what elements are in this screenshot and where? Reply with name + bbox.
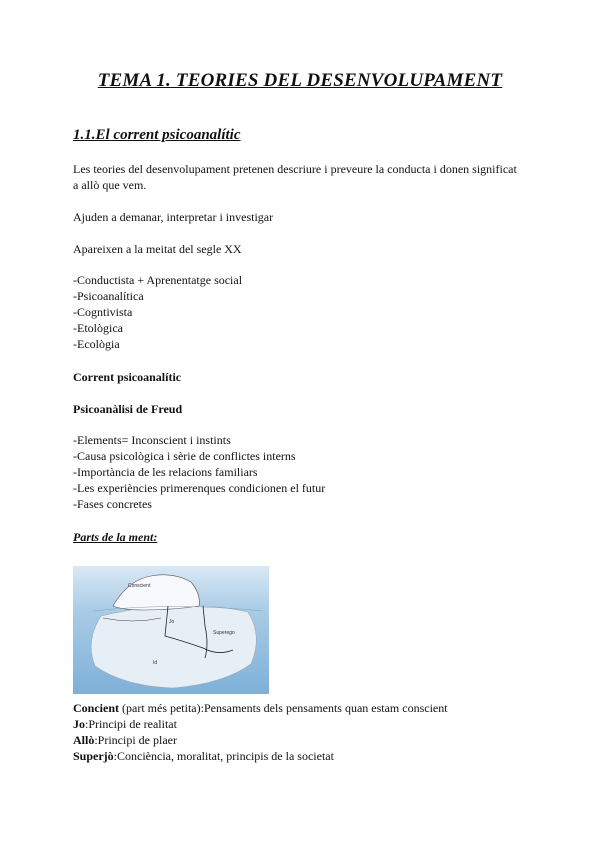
subheading-corrent: Corrent psicoanalític <box>73 370 182 384</box>
definition-row <box>73 700 448 716</box>
definition-text: :Principi de realitat <box>85 717 177 731</box>
label-superego: Superego <box>213 630 235 636</box>
label-id: Id <box>153 660 158 666</box>
definition-row <box>73 748 448 764</box>
list-item: -Cogntivista <box>73 305 133 319</box>
list-item: -Importància de les relacions familiars <box>73 465 258 479</box>
definition-row <box>73 716 448 732</box>
freud-list <box>73 432 325 512</box>
subheading-freud: Psicoanàlisi de Freud <box>73 402 183 416</box>
list-item: -Ecològia <box>73 337 120 351</box>
section-heading: 1.1.El corrent psicoanalític <box>73 127 241 143</box>
definition-text: (part més petita):Pensaments dels pensaments quan estam conscient <box>119 701 448 715</box>
definition-term: Concient <box>73 701 119 715</box>
definition-text: :Principi de plaer <box>94 733 177 747</box>
definitions-list <box>73 700 448 764</box>
label-conscient: Conscient <box>128 583 151 589</box>
paragraph-origin: Apareixen a la meitat del segle XX <box>73 242 242 256</box>
list-item: -Etològica <box>73 321 123 335</box>
label-jo: Jo <box>169 619 175 625</box>
intro-line-2: a allò que vem. <box>73 178 147 192</box>
currents-list <box>73 272 242 352</box>
list-item: -Elements= Inconscient i instints <box>73 433 231 447</box>
definition-text: :Conciència, moralitat, principis de la societat <box>113 749 334 763</box>
list-item: -Conductista + Aprenentatge social <box>73 273 243 287</box>
list-item: -Fases concretes <box>73 497 152 511</box>
list-item: -Causa psicològica i sèrie de conflictes interns <box>73 449 296 463</box>
definition-row <box>73 732 448 748</box>
page-title: TEMA 1. TEORIES DEL DESENVOLUPAMENT <box>97 70 503 91</box>
iceberg-figure <box>73 566 269 694</box>
definition-term: Allò <box>73 733 95 747</box>
parts-heading: Parts de la ment: <box>73 530 158 544</box>
intro-paragraph <box>73 161 517 193</box>
definition-term: Superjò <box>73 749 114 763</box>
intro-line-1: Les teories del desenvolupament pretenen descriure i preveure la conducta i donen significat <box>73 162 517 176</box>
list-item: -Les experiències primerenques condicionen el futur <box>73 481 326 495</box>
definition-term: Jo <box>73 717 85 731</box>
list-item: -Psicoanalítica <box>73 289 144 303</box>
paragraph-purpose: Ajuden a demanar, interpretar i investigar <box>73 210 274 224</box>
